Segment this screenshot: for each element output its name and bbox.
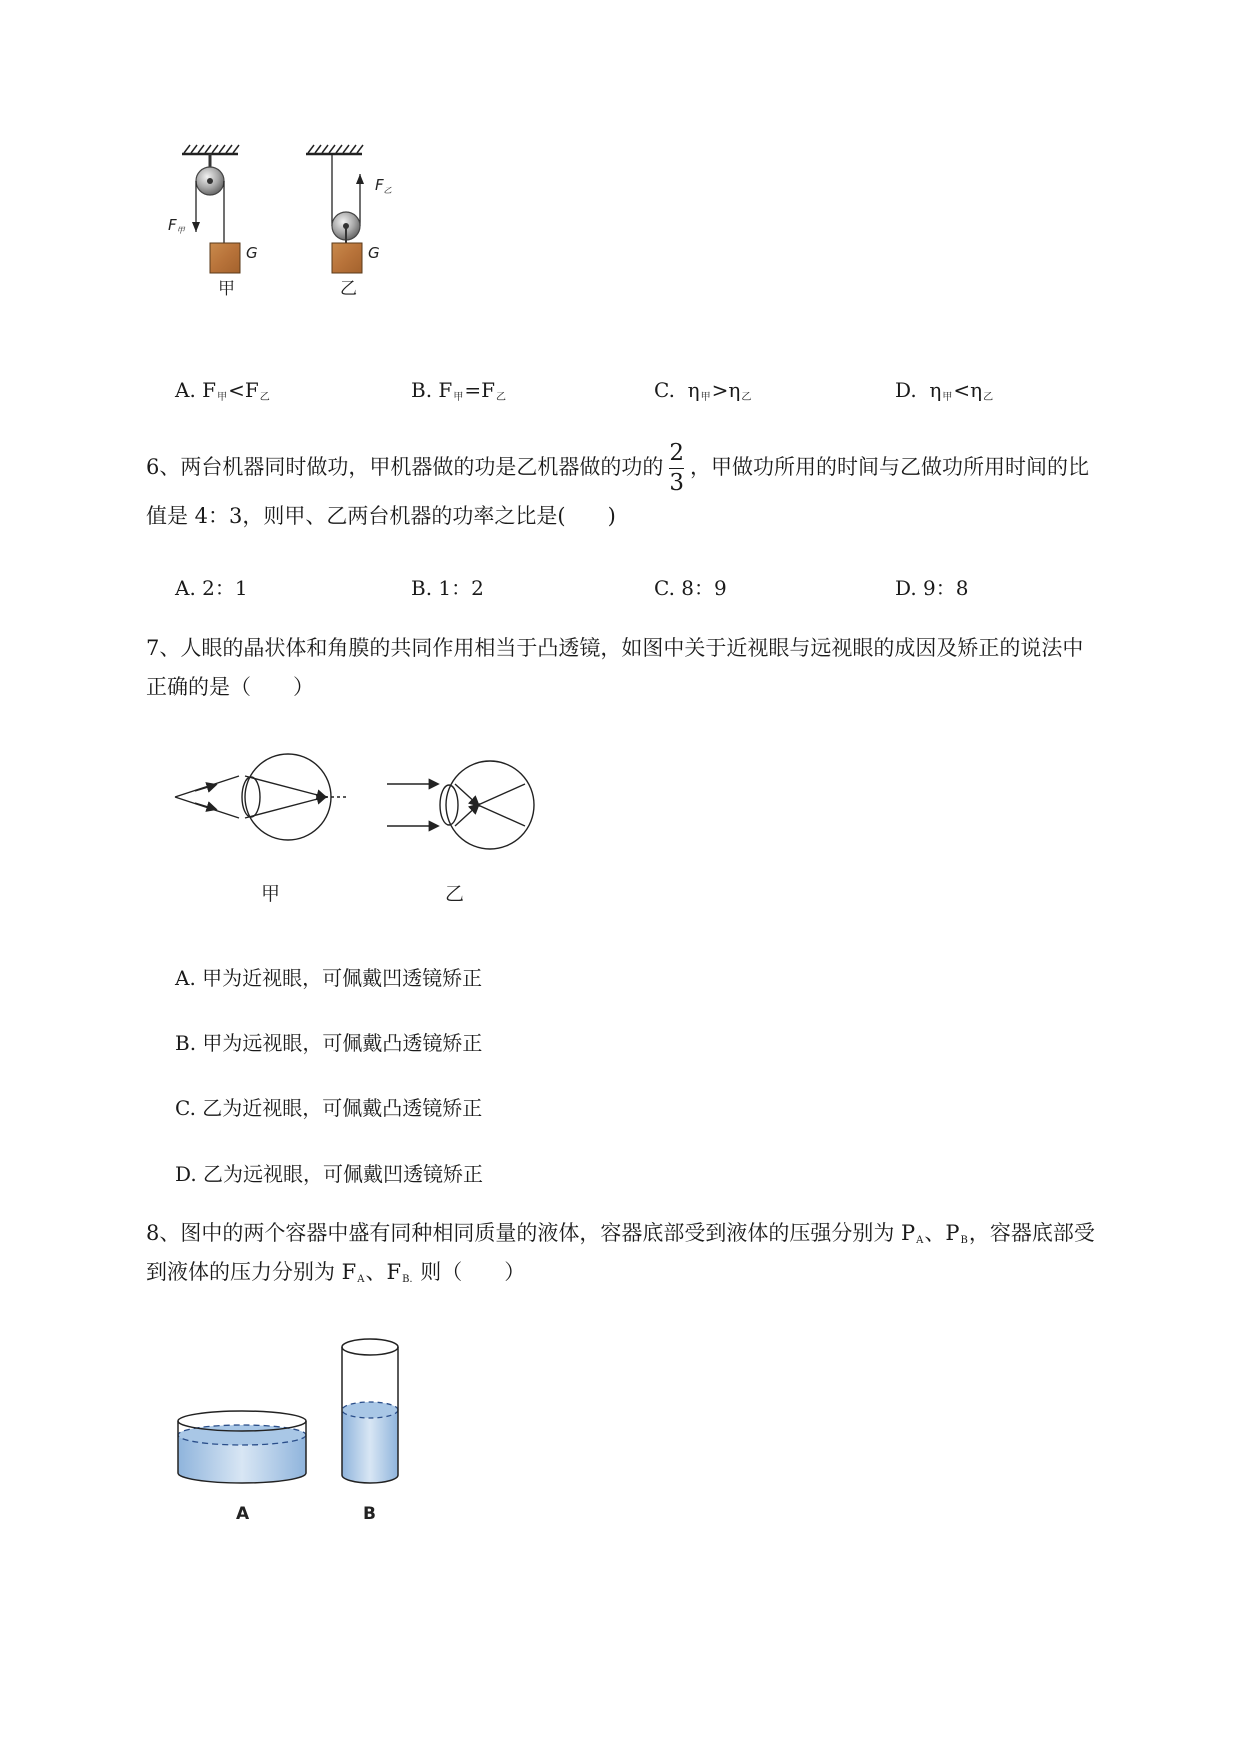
svg-text:G: G	[246, 244, 258, 262]
q8-stem-line1: 8、图中的两个容器中盛有同种相同质量的液体，容器底部受到液体的压强分别为 $P_A$、$P_B$，容器底部受	[146, 1221, 1095, 1246]
figure-label-jia: 甲	[218, 279, 235, 299]
q8-stem-line2: 到液体的压力分别为 $F_A$、$F_{B.}$ 则（ ）	[146, 1260, 526, 1285]
pulley-figure	[160, 140, 450, 340]
q7-stem-line2: 正确的是（ ）	[146, 675, 314, 699]
q6-stem-line2: 值是 4：3，则甲、乙两台机器的功率之比是( )	[146, 504, 616, 528]
q6-stem-line1: 6、两台机器同时做功，甲机器做的功是乙机器做的功的 $\frac{2}{3}$ ，甲做功所用的时间与乙做功所用时间的比	[146, 440, 1089, 496]
svg-text:G: G	[368, 244, 380, 262]
figure-label-jia: 甲	[261, 883, 281, 905]
q5-option-d[interactable]: D. $\eta_甲<\eta_乙$	[895, 378, 994, 403]
eye-jia	[175, 754, 347, 840]
weight-block	[210, 243, 240, 273]
q6-option-a[interactable]: A. 2：1	[175, 576, 248, 600]
weight-block	[332, 243, 362, 273]
svg-text:F甲: $F_甲$	[168, 216, 185, 235]
q7-option-c[interactable]: C. 乙为近视眼，可佩戴凸透镜矫正	[175, 1096, 483, 1120]
down-arrow-icon	[192, 222, 200, 232]
container-a	[178, 1411, 306, 1483]
q7-option-d[interactable]: D. 乙为远视眼，可佩戴凹透镜矫正	[175, 1162, 484, 1186]
q5-option-a[interactable]: A. $F_甲<F_乙$	[175, 378, 270, 403]
container-b	[342, 1339, 398, 1483]
fixed-pulley-setup	[168, 145, 258, 299]
figure-label-yi: 乙	[445, 883, 465, 905]
fraction-two-thirds: $\frac{2}{3}$	[669, 440, 684, 496]
up-arrow-icon	[356, 174, 364, 184]
q7-option-b[interactable]: B. 甲为远视眼，可佩戴凸透镜矫正	[175, 1031, 483, 1055]
q5-option-c[interactable]: C. $\eta_甲>\eta_乙$	[654, 378, 752, 403]
svg-text:F乙: $F_乙$	[375, 176, 392, 195]
q7-option-a[interactable]: A. 甲为近视眼，可佩戴凹透镜矫正	[175, 966, 483, 990]
containers-figure	[170, 1335, 430, 1535]
q7-stem-line1: 7、人眼的晶状体和角膜的共同作用相当于凸透镜，如图中关于近视眼与远视眼的成因及矫正的说法中	[146, 636, 1084, 660]
q6-option-b[interactable]: B. 1：2	[411, 576, 484, 600]
container-label-a: A	[236, 1504, 250, 1524]
movable-pulley-setup	[306, 145, 392, 299]
q6-option-c[interactable]: C. 8：9	[654, 576, 727, 600]
q5-option-b[interactable]: B. $F_甲=F_乙$	[411, 378, 506, 403]
eye-figure	[165, 740, 545, 920]
eye-yi	[387, 761, 534, 849]
q6-option-d[interactable]: D. 9：8	[895, 576, 969, 600]
figure-label-yi: 乙	[340, 279, 357, 299]
container-label-b: B	[363, 1504, 376, 1524]
